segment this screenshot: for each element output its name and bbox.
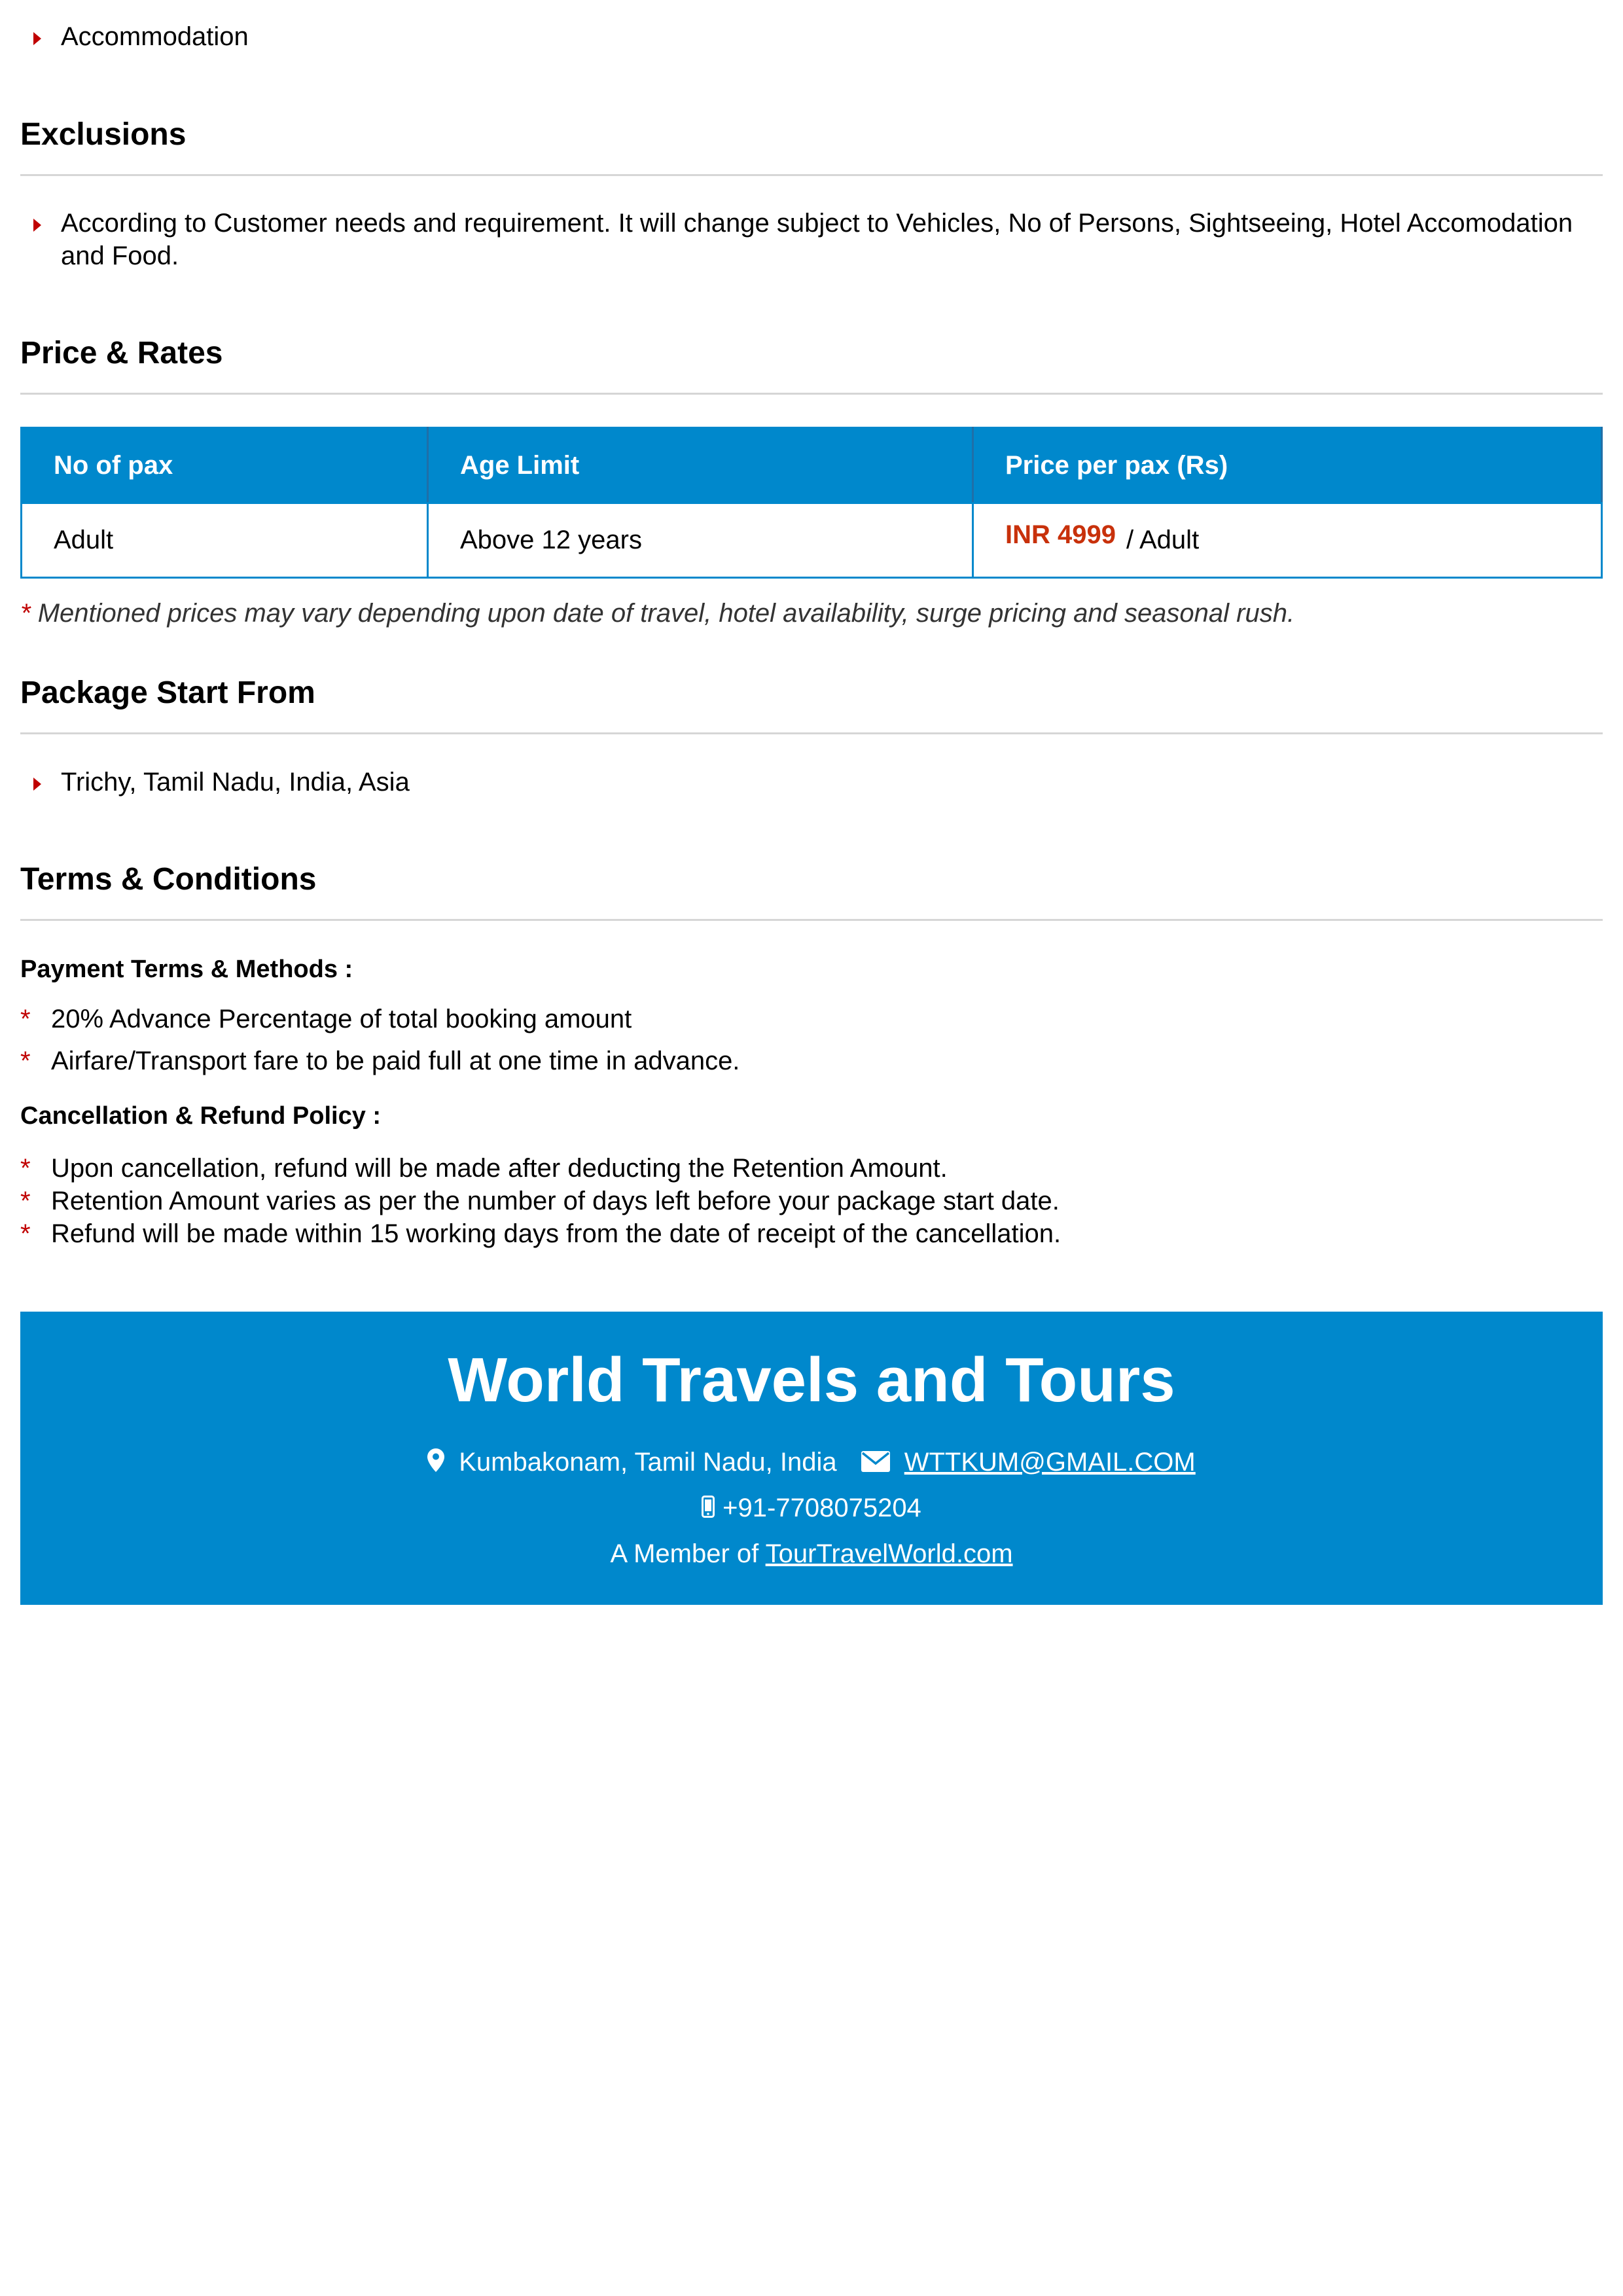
table-row [22, 503, 1602, 578]
asterisk-icon: * [20, 1005, 31, 1033]
start-location-text: Trichy, Tamil Nadu, India, Asia [61, 768, 410, 797]
member-prefix: A Member of [610, 1539, 759, 1568]
asterisk-icon: * [20, 1154, 31, 1183]
member-line [20, 1537, 1603, 1570]
map-pin-icon [427, 1447, 444, 1480]
section-title-terms: Terms & Conditions [20, 862, 317, 897]
bullet-triangle-icon [33, 219, 41, 232]
divider [20, 919, 1603, 921]
list-item [20, 207, 1603, 272]
inclusion-text: Accommodation [61, 22, 249, 51]
phone-line [20, 1492, 1603, 1526]
list-item [20, 1217, 1061, 1250]
section-title-package-start: Package Start From [20, 675, 315, 710]
company-name: World Travels and Tours [448, 1345, 1175, 1415]
phone-number[interactable]: +91-7708075204 [722, 1494, 921, 1522]
cancellation-text: Refund will be made within 15 working days from the date of receipt of the cancellation. [51, 1219, 1061, 1248]
price-unit: / Adult [1126, 526, 1200, 554]
divider [20, 732, 1603, 734]
asterisk-icon: * [20, 1187, 31, 1215]
price-table [20, 427, 1603, 579]
payment-term-text: 20% Advance Percentage of total booking amount [51, 1005, 632, 1033]
asterisk-icon: * [20, 599, 31, 628]
list-item [20, 1185, 1060, 1217]
pax-cell: Adult [22, 503, 428, 578]
list-item [20, 766, 410, 798]
age-cell: Above 12 years [428, 503, 973, 578]
column-header: Age Limit [428, 428, 973, 503]
bullet-triangle-icon [33, 32, 41, 45]
list-item [20, 1003, 632, 1035]
cancellation-policy-title: Cancellation & Refund Policy : [20, 1102, 382, 1130]
list-item [20, 1045, 740, 1077]
list-item [20, 1152, 948, 1185]
bullet-triangle-icon [33, 778, 41, 791]
payment-terms-title: Payment Terms & Methods : [20, 956, 353, 983]
location-text: Kumbakonam, Tamil Nadu, India [459, 1448, 837, 1477]
asterisk-icon: * [20, 1219, 31, 1248]
contact-line [20, 1446, 1603, 1480]
section-title-exclusions: Exclusions [20, 117, 187, 152]
member-link[interactable]: TourTravelWorld.com [765, 1539, 1013, 1568]
divider [20, 393, 1603, 395]
email-link[interactable]: WTTKUM@GMAIL.COM [904, 1448, 1196, 1477]
price-value: INR 4999 [1005, 520, 1116, 549]
exclusion-text: According to Customer needs and requirement. It will change subject to Vehicles, No of Persons, Sightseeing, Hotel Accomodation and Food. [61, 209, 1573, 270]
cancellation-text: Retention Amount varies as per the number of days left before your package start date. [51, 1187, 1060, 1215]
mobile-phone-icon [702, 1493, 715, 1526]
column-header: No of pax [22, 428, 428, 503]
price-cell [973, 503, 1602, 578]
payment-term-text: Airfare/Transport fare to be paid full at one time in advance. [51, 1047, 740, 1075]
asterisk-icon: * [20, 1047, 31, 1075]
price-note [20, 597, 1294, 630]
divider [20, 174, 1603, 176]
section-title-price-rates: Price & Rates [20, 336, 223, 370]
list-item [20, 20, 249, 53]
cancellation-text: Upon cancellation, refund will be made after deducting the Retention Amount. [51, 1154, 948, 1183]
column-header: Price per pax (Rs) [973, 428, 1602, 503]
company-footer [20, 1312, 1603, 1605]
price-note-text: Mentioned prices may vary depending upon date of travel, hotel availability, surge pricing and seasonal rush. [37, 599, 1295, 628]
table-header-row [22, 428, 1602, 503]
envelope-icon [861, 1447, 890, 1480]
